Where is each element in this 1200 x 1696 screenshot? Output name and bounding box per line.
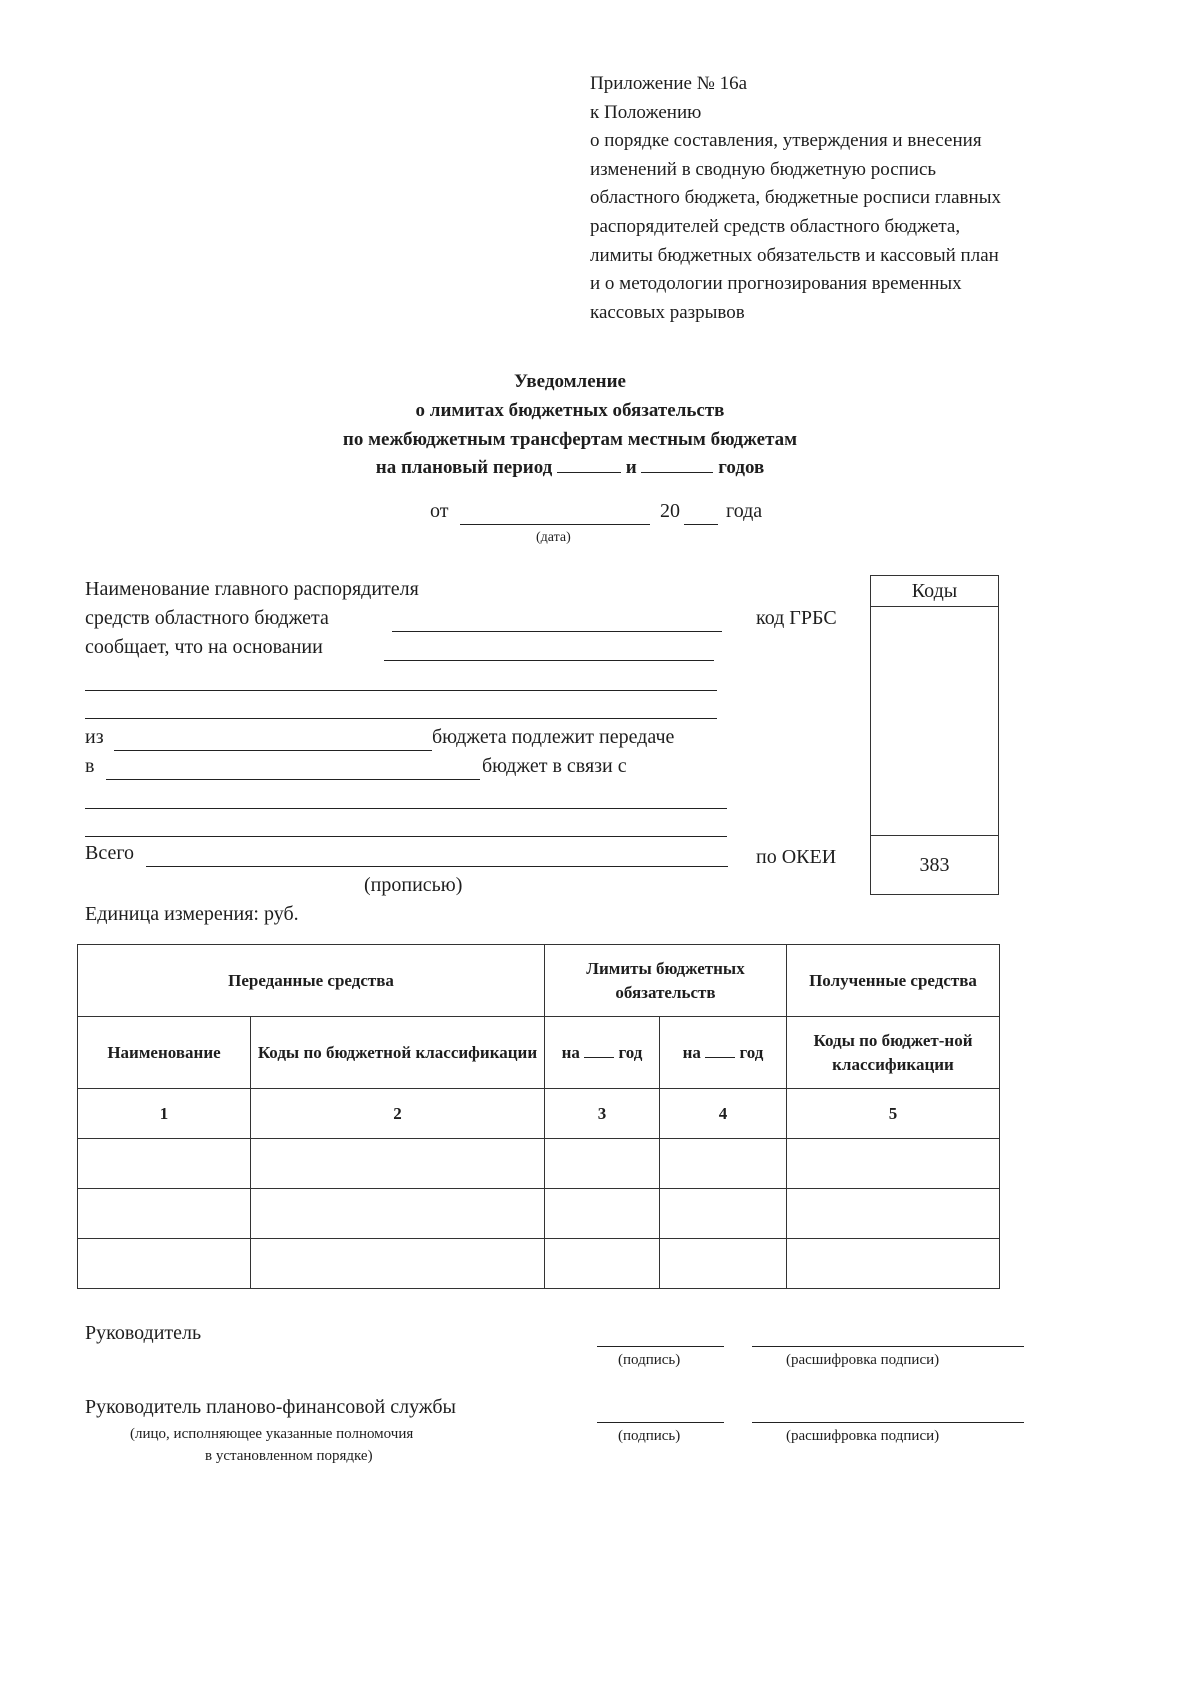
table-cell[interactable]: [78, 1139, 251, 1189]
col-number: 2: [251, 1089, 545, 1139]
table-cell[interactable]: [251, 1139, 545, 1189]
title-and: и: [625, 457, 637, 479]
col-number: 5: [787, 1089, 1000, 1139]
finance-signature-hint: (подпись): [618, 1428, 681, 1444]
table-cell[interactable]: [251, 1239, 545, 1289]
table-cell[interactable]: [78, 1189, 251, 1239]
basis-label: сообщает, что на основании: [85, 636, 323, 658]
basis-field-3[interactable]: [85, 718, 717, 719]
table-column-header-row: [78, 1017, 1000, 1089]
col-year-2-blank[interactable]: [705, 1043, 735, 1058]
head-decode-hint: (расшифровка подписи): [786, 1352, 940, 1368]
head-decode-field[interactable]: [752, 1346, 1024, 1347]
grbs-code-label: код ГРБС: [756, 607, 837, 629]
from-budget-label: из: [85, 726, 104, 748]
table-cell[interactable]: [660, 1239, 787, 1289]
total-label: Всего: [85, 842, 135, 864]
title-line-3: по межбюджетным трансфертам местным бюджетам: [342, 428, 798, 450]
table-cell[interactable]: [251, 1189, 545, 1239]
to-budget-label: в: [85, 755, 95, 777]
codes-header: Коды: [871, 576, 998, 607]
appendix-line: Приложение № 16а: [590, 73, 748, 94]
to-budget-field[interactable]: [106, 779, 480, 780]
col-codes-received: Коды по бюджет-ной классификации: [787, 1017, 1000, 1089]
table-row: [78, 1239, 1000, 1289]
appendix-line: областного бюджета, бюджетные росписи главных: [590, 187, 1001, 209]
group-received: Полученные средства: [787, 945, 1000, 1017]
table-row: [78, 1139, 1000, 1189]
appendix-line: распорядителей средств областного бюджета,: [590, 215, 961, 237]
col-number: 3: [545, 1089, 660, 1139]
basis-field-2[interactable]: [85, 690, 717, 691]
in-words-hint: (прописью): [364, 874, 463, 896]
basis-field[interactable]: [384, 660, 714, 661]
col-year-1-blank[interactable]: [584, 1043, 614, 1058]
appendix-header: [590, 70, 1001, 327]
table-cell[interactable]: [545, 1239, 660, 1289]
head-label: Руководитель: [85, 1322, 202, 1344]
appendix-line: о порядке составления, утверждения и внесения: [590, 130, 982, 152]
limits-table: [77, 944, 1000, 1289]
reason-field-1[interactable]: [85, 808, 727, 809]
date-hint: (дата): [536, 530, 571, 545]
col-number: 1: [78, 1089, 251, 1139]
document-title: [200, 368, 940, 483]
table-number-row: [78, 1089, 1000, 1139]
year-blank[interactable]: [684, 524, 718, 525]
table-row: [78, 1189, 1000, 1239]
table-group-header-row: [78, 945, 1000, 1017]
finance-signature-field[interactable]: [597, 1422, 724, 1423]
grbs-code-cell[interactable]: [871, 607, 998, 837]
date-from-label: от: [430, 500, 449, 522]
grbs-name-field[interactable]: [392, 631, 722, 632]
appendix-line: и о методологии прогнозирования временных: [590, 273, 962, 295]
okei-code-cell: 383: [871, 835, 998, 894]
col-year-2-suffix: год: [739, 1042, 764, 1062]
table-cell[interactable]: [545, 1139, 660, 1189]
title-line-2: о лимитах бюджетных обязательств: [415, 399, 725, 421]
title-period-label: на плановый период: [375, 457, 553, 479]
col-codes: Коды по бюджетной классификации: [251, 1017, 545, 1089]
okei-label: по ОКЕИ: [756, 846, 837, 868]
finance-note-1: (лицо, исполняющее указанные полномочия: [130, 1426, 414, 1442]
codes-box: [870, 575, 999, 895]
finance-label: Руководитель планово-финансовой службы: [85, 1396, 456, 1418]
transfer-label: бюджета подлежит передаче: [432, 726, 675, 748]
col-year-2: [660, 1017, 787, 1089]
appendix-line: к Положению: [590, 101, 702, 123]
appendix-line: лимиты бюджетных обязательств и кассовый план: [590, 244, 999, 266]
finance-decode-hint: (расшифровка подписи): [786, 1428, 940, 1444]
table-cell[interactable]: [660, 1139, 787, 1189]
table-cell[interactable]: [787, 1189, 1000, 1239]
col-year-1-prefix: на: [561, 1042, 580, 1062]
reason-field-2[interactable]: [85, 836, 727, 837]
head-signature-hint: (подпись): [618, 1352, 681, 1368]
appendix-line: изменений в сводную бюджетную роспись: [590, 158, 937, 180]
group-transferred: Переданные средства: [78, 945, 545, 1017]
budget-due-label: бюджет в связи с: [482, 755, 627, 777]
from-budget-field[interactable]: [114, 750, 432, 751]
table-cell[interactable]: [787, 1239, 1000, 1289]
head-signature-field[interactable]: [597, 1346, 724, 1347]
grbs-name-label-2: средств областного бюджета: [85, 607, 329, 629]
title-years: годов: [718, 457, 765, 479]
unit-label: Единица измерения: руб.: [85, 903, 299, 925]
table-cell[interactable]: [787, 1139, 1000, 1189]
year-blank-2[interactable]: [641, 454, 713, 473]
col-year-1: [545, 1017, 660, 1089]
appendix-line: кассовых разрывов: [590, 301, 745, 323]
group-limits: Лимиты бюджетных обязательств: [545, 945, 787, 1017]
col-number: 4: [660, 1089, 787, 1139]
col-year-1-suffix: год: [618, 1042, 643, 1062]
col-name: Наименование: [78, 1017, 251, 1089]
grbs-name-label-1: Наименование главного распорядителя: [85, 578, 419, 600]
table-cell[interactable]: [78, 1239, 251, 1289]
finance-note-2: в установленном порядке): [205, 1448, 373, 1464]
year-prefix: 20: [660, 500, 680, 522]
col-year-2-prefix: на: [682, 1042, 701, 1062]
table-cell[interactable]: [545, 1189, 660, 1239]
year-blank-1[interactable]: [557, 454, 621, 473]
total-field[interactable]: [146, 866, 728, 867]
title-line-4: [200, 454, 940, 483]
date-blank[interactable]: [460, 524, 650, 525]
finance-decode-field[interactable]: [752, 1422, 1024, 1423]
table-cell[interactable]: [660, 1189, 787, 1239]
year-suffix: года: [726, 500, 763, 522]
title-line-1: Уведомление: [514, 371, 626, 392]
